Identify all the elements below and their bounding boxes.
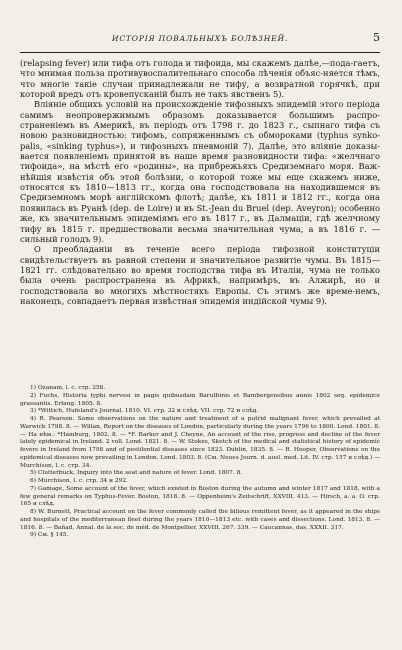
running-head: ИСТОРІЯ ПОВАЛЬНЫХЪ БОЛѢЗНЕЙ. <box>111 34 289 43</box>
footnote: 2) Fuchs, Historia typhi nervosi in pagis quibusdam Baruthinis et Bambergensibus annis 1802 seq. epidemice grassantis. Erlang. 1805. 8. <box>20 392 380 407</box>
footnote: 3) *Wittich, Hufeland's Journal, 1810. VI. стр. 32 и слѣд. VII. стр. 72 и слѣд. <box>30 408 259 415</box>
page-header <box>20 31 380 48</box>
footnote: 6) Murchison, l. c. стр. 34 и 292. <box>30 478 128 484</box>
paragraph: О преобладаніи въ теченіе всего періода тифозной конституціи свидѣтельствуетъ въ равной степени и значительное развитіе чумы. Въ 1815—1821 гг. слѣдовательно во время господства тифа въ Италіи, чума не только была очень распространена въ Африкѣ, напримѣръ, въ Алжирѣ, но и господствовала во многихъ мѣстностяхъ Европы. Съ этимъ же време-немъ, наконецъ, совпадаетъ первая извѣстная эпидемія индійской чумы 9). <box>20 244 380 306</box>
main-text <box>20 58 380 306</box>
footnote: 5) Clutterbuck, Inquiry into the seat and nature of fever. Lond. 1807. 8. <box>30 470 243 477</box>
header-rule <box>20 52 380 53</box>
footnotes <box>20 385 380 540</box>
footnote: 4) R. Pearson. Some observations on the nature and treatment of a putrid malignant fever, which prevailed at Warwick 1798. 8. — Willan, Report on the diseases of London, particularly during the years 1796 to 1800. Lond. 1801. 8. — На нѣм.: *Hamburg, 1802. 8. — *F. Barker and J. Cheyne, An account of the rise, progress and decline of the fever lately epidemical in Ireland. 2 voll. Lond. 1821. 8. — W. Stokes, Sketch of the medical and statistical history of epidemic fevers in Ireland from 1798 and of pestilential diseases since 1823. Dublin, 1835. 8. — R. Hooper, Observations on the epidemical diseases now prevailing in London. Lond. 1803. 8. (См. Neues Journ. d. ausl. med. Lit. IV. стр. 157 и слѣд.) — Murchison, l. c. стр. 34. <box>20 416 380 469</box>
footnote: 1) Ozanam, l. c. стр. 258. <box>30 385 106 391</box>
page-number: 5 <box>373 31 380 44</box>
paragraph: Вліяніе общихъ условій на происхожденіе тифозныхъ эпидемій этого періода самимъ неопровержимымъ образомъ доказывается большимъ распро-страненіемъ въ Америкѣ, въ періодъ отъ 1798 г. до 1823 г., сыпнаго тифа съ новою разновидностью: тифомъ, сопряженнымъ съ обмороками (typhus synko-palis, «sinking typhus»), и тифозныхъ пневмоній 7). Далѣе, это вліяніе доказы-вается появленіемъ принятой въ наше время разновидности тифа: «желчнаго тифоида», на мѣстѣ его «родины», на прибрежьяхъ Средиземнаго моря. Важ-нѣйшія извѣстія объ этой болѣзни, о которой тоже мы еще скажемъ ниже, относятся къ 1810—1813 гг., когда она господствовала на находившемся въ Средиземномъ морѣ англійскомъ флотѣ; далѣе, къ 1811 и 1812 гг., когда она появилась въ Руанѣ (dep. de Loire) и въ St.-Jean du Bruel (dep. Aveyron); особенно же, къ значительнымъ эпидеміямъ его въ 1817 г., въ Далмаціи, гдѣ желчному тифу въ 1815 г. предшествовали весьма значительная чума, а въ 1816 г. — сильный голодъ 9). <box>20 99 380 244</box>
footnote: 8) W. Burnett, Practical account on the fever commonly called the bilious remittent fever, as it appeared in the ships and hospitals of the mediterranean fleet during the years 1810—1813 etc. with cases and dissections. Lond. 1813. 8. — 1816. 8. — Bañad, Annal. de la soc. de méd. de Montpellier, XXVIII. 267. 339. — Caucannas, das. XXXII. 317. <box>20 509 380 531</box>
paragraph: (relapsing fever) или тифа отъ голода и тифоида, мы скажемъ далѣе,—пода-гаетъ, что мнимая польза противувоспалительнаго способа лѣченія объяс-няется тѣмъ, что многіе такіе случаи принадлежали не тифу, а возвратной горячкѣ, при которой вредъ отъ кровепусканій былъ не такъ явственъ 5). <box>20 58 380 100</box>
footnote: 7) Gamage, Some account of the fever, which existed in Boston during the autumn and winter 1817 and 1818, with a few general remarks on Typhus-Fever. Boston, 1818. 8. — Oppenheim's Zeitschrift, XXVIII. 413. — Hirsch, a. a. O. стр. 165 и слѣд. <box>20 485 380 508</box>
footnote: 9) См. § 145. <box>30 532 69 539</box>
